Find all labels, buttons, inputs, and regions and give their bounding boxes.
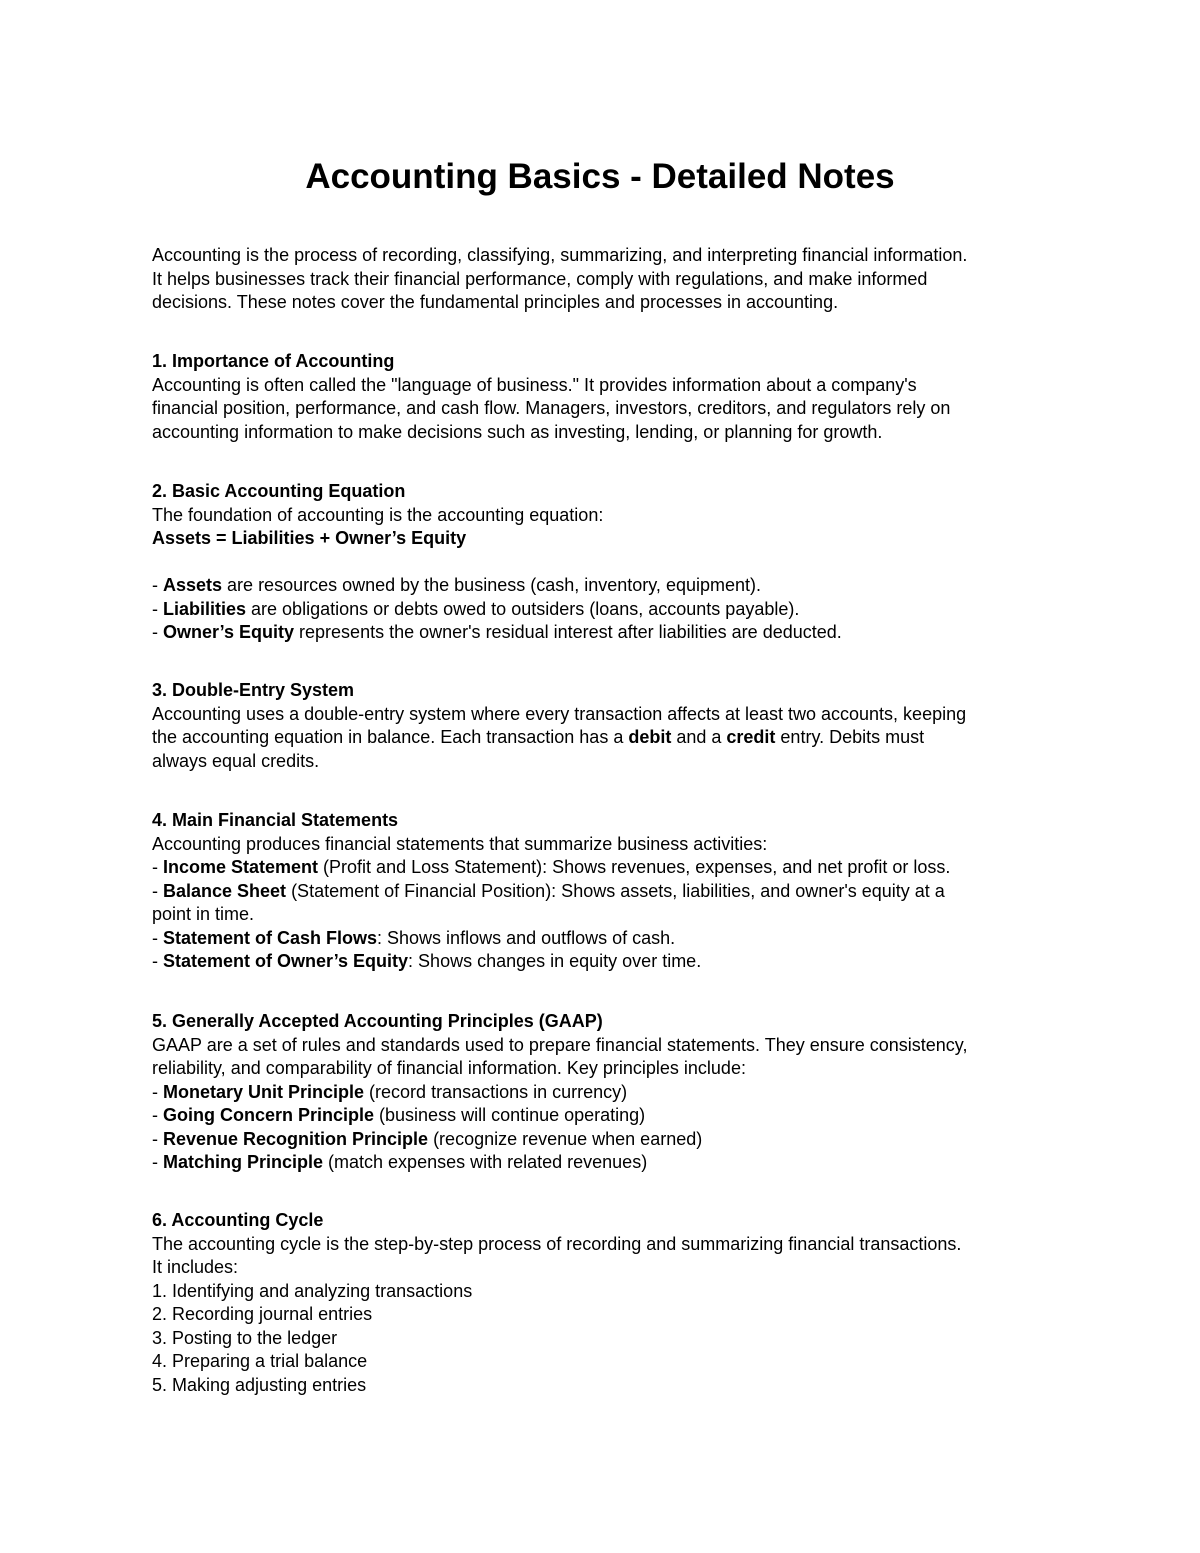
- section-line: always equal credits.: [152, 750, 320, 771]
- cycle-step: 2. Recording journal entries: [152, 1304, 373, 1324]
- section-line: the accounting equation in balance. Each transaction has a debit and a credit entry. Debits must: [152, 727, 925, 747]
- intro-paragraph: [152, 244, 1052, 315]
- section-importance: [152, 350, 1052, 444]
- section-line: Accounting is often called the "language of business." It provides information about a company's: [152, 374, 917, 395]
- list-term: Liabilities: [163, 598, 247, 619]
- section-line: reliability, and comparability of financial information. Key principles include:: [152, 1058, 746, 1078]
- intro-line: It helps businesses track their financial performance, comply with regulations, and make informed: [152, 268, 928, 289]
- section-line: Accounting uses a double-entry system where every transaction affects at least two accounts, keeping: [152, 703, 967, 724]
- list-item: - Liabilities are obligations or debts owed to outsiders (loans, accounts payable).: [152, 598, 800, 619]
- list-term: Balance Sheet: [163, 880, 287, 901]
- list-term: Revenue Recognition Principle: [163, 1128, 429, 1149]
- section-line: GAAP are a set of rules and standards used to prepare financial statements. They ensure consistency,: [152, 1034, 968, 1055]
- section-heading: 3. Double-Entry System: [152, 680, 355, 700]
- list-item: - Balance Sheet (Statement of Financial Position): Shows assets, liabilities, and owner's equity at a: [152, 880, 945, 901]
- list-item: - Income Statement (Profit and Loss Statement): Shows revenues, expenses, and net profit or loss.: [152, 857, 951, 877]
- section-gaap: [152, 1010, 1052, 1175]
- credit-term: credit: [726, 727, 776, 747]
- cycle-step: 5. Making adjusting entries: [152, 1374, 367, 1395]
- list-term: Statement of Cash Flows: [163, 927, 378, 948]
- list-term: Income Statement: [163, 857, 319, 877]
- list-term: Going Concern Principle: [163, 1105, 375, 1125]
- list-item-continuation: point in time.: [152, 904, 255, 924]
- cycle-step: 1. Identifying and analyzing transactions: [152, 1280, 473, 1301]
- section-line: Accounting produces financial statements that summarize business activities:: [152, 833, 768, 854]
- debit-term: debit: [628, 727, 672, 747]
- section-line: The accounting cycle is the step-by-step process of recording and summarizing financial transactions.: [152, 1233, 962, 1254]
- cycle-step: 4. Preparing a trial balance: [152, 1351, 368, 1371]
- list-item: - Statement of Cash Flows: Shows inflows and outflows of cash.: [152, 927, 676, 948]
- list-item: - Statement of Owner’s Equity: Shows changes in equity over time.: [152, 951, 702, 971]
- section-heading: 6. Accounting Cycle: [152, 1210, 324, 1230]
- section-equation: [152, 480, 1052, 645]
- list-item: - Monetary Unit Principle (record transactions in currency): [152, 1081, 628, 1102]
- list-term: Statement of Owner’s Equity: [163, 951, 409, 971]
- list-term: Monetary Unit Principle: [163, 1081, 365, 1102]
- intro-line: decisions. These notes cover the fundamental principles and processes in accounting.: [152, 292, 839, 312]
- list-term: Matching Principle: [163, 1152, 324, 1172]
- section-heading: 2. Basic Accounting Equation: [152, 481, 406, 501]
- accounting-equation: Assets = Liabilities + Owner’s Equity: [152, 528, 467, 548]
- list-term: Owner’s Equity: [163, 622, 295, 642]
- list-item: - Revenue Recognition Principle (recognize revenue when earned): [152, 1128, 703, 1149]
- section-double-entry: [152, 679, 1052, 773]
- intro-line: Accounting is the process of recording, classifying, summarizing, and interpreting financial information.: [152, 245, 968, 265]
- section-line: financial position, performance, and cash flow. Managers, investors, creditors, and regulators rely on: [152, 398, 951, 418]
- section-heading: 5. Generally Accepted Accounting Principles (GAAP): [152, 1011, 603, 1031]
- cycle-step: 3. Posting to the ledger: [152, 1327, 338, 1348]
- section-line: The foundation of accounting is the accounting equation:: [152, 504, 604, 525]
- section-accounting-cycle: [152, 1209, 1052, 1397]
- list-item: - Matching Principle (match expenses with related revenues): [152, 1152, 648, 1172]
- list-item: - Assets are resources owned by the business (cash, inventory, equipment).: [152, 575, 761, 595]
- section-heading: 1. Importance of Accounting: [152, 351, 395, 371]
- list-item: - Owner’s Equity represents the owner's residual interest after liabilities are deducted.: [152, 622, 842, 642]
- list-item: - Going Concern Principle (business will continue operating): [152, 1105, 646, 1125]
- list-term: Assets: [163, 575, 223, 595]
- section-line: It includes:: [152, 1257, 239, 1277]
- section-line: accounting information to make decisions such as investing, lending, or planning for growth.: [152, 421, 883, 442]
- document-title: Accounting Basics - Detailed Notes: [305, 157, 895, 196]
- section-financial-statements: [152, 809, 1052, 974]
- section-heading: 4. Main Financial Statements: [152, 810, 399, 830]
